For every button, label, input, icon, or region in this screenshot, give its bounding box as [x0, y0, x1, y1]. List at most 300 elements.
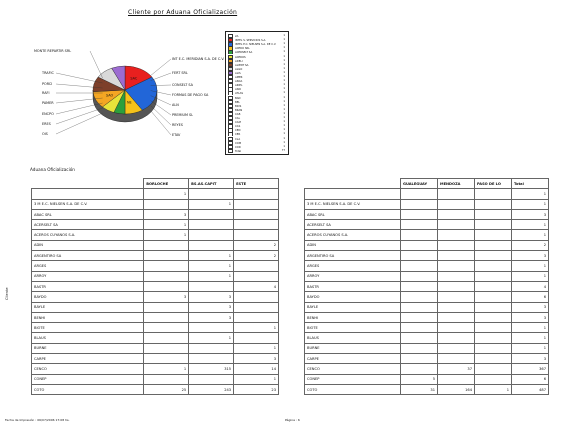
table-cell: 14: [234, 364, 279, 374]
table-cell: [144, 302, 189, 312]
table-row: [32, 220, 279, 230]
table-cell: [189, 354, 234, 364]
row-label: CONEP: [32, 374, 144, 384]
legend-value: 1: [283, 103, 285, 107]
table-row: [305, 251, 549, 261]
table-cell: [438, 323, 475, 333]
row-label: ABAC SRL: [305, 209, 401, 219]
row-label: ARROY: [305, 271, 401, 281]
legend-label: ALIS: [235, 72, 241, 75]
row-label: BLAUS: [305, 333, 401, 343]
pie-outer-label-right: FERT SRL: [172, 71, 188, 75]
table-cell: [234, 189, 279, 199]
row-label: ARGENTIRO SA: [305, 251, 401, 261]
table-cell: 1: [512, 333, 549, 343]
table-cell: [401, 230, 438, 240]
table-cell: [144, 374, 189, 384]
table-cell: [189, 343, 234, 353]
table-cell: 1: [144, 364, 189, 374]
table-cell: 1: [512, 323, 549, 333]
table-cell: [438, 374, 475, 384]
row-label: COTO: [305, 384, 401, 394]
table-cell: [475, 354, 512, 364]
table-row: [32, 240, 279, 250]
table-cell: 1: [189, 261, 234, 271]
table-cell: [438, 271, 475, 281]
legend-label: BIOS: [235, 104, 242, 108]
table-cell: [475, 343, 512, 353]
legend-label: ANCA: [235, 80, 243, 84]
table-cell: [401, 292, 438, 302]
table-cell: [475, 261, 512, 271]
legend-label: INTEL E.C. NIELSEN S.A. DE C.V.: [235, 43, 277, 47]
pie-outer-label-right: FORMAS DE PAGO SA: [172, 93, 209, 97]
table-cell: 3: [512, 354, 549, 364]
row-label: BENHI: [32, 312, 144, 322]
pie-outer-label: TRAFIC: [42, 71, 54, 75]
legend-label: Total: [235, 150, 242, 153]
table-cell: 3: [189, 292, 234, 302]
table-cell: [475, 364, 512, 374]
row-label: ARGES: [305, 261, 401, 271]
table-cell: [401, 302, 438, 312]
pie-outer-label-right: CONSELT SA: [172, 83, 193, 87]
pie-slice-label: SAC: [130, 76, 138, 81]
legend-value: 1: [283, 34, 285, 37]
legend-label: ASIR: [235, 88, 241, 92]
table-cell: [144, 354, 189, 364]
table-cell: [475, 312, 512, 322]
table-cell: [475, 323, 512, 333]
table-cell: 6: [512, 374, 549, 384]
table-cell: [401, 220, 438, 230]
row-label: BASTR: [305, 281, 401, 291]
table-cell: [475, 199, 512, 209]
chart-legend: [225, 31, 289, 155]
table-cell: [234, 333, 279, 343]
table-header-row: [305, 179, 549, 189]
row-label: BIOTE: [305, 323, 401, 333]
table-cell: [401, 251, 438, 261]
table-cell: 3: [512, 209, 549, 219]
legend-label: ATLAS: [235, 92, 244, 96]
table-cell: [144, 271, 189, 281]
row-label: 3 M E.C. NIELSEN S.A. DE C.V.: [32, 199, 144, 209]
table-cell: [401, 343, 438, 353]
table-cell: 487: [512, 384, 549, 394]
table-cell: [401, 364, 438, 374]
table-row: [32, 271, 279, 281]
table-cell: 1: [512, 189, 549, 199]
y-axis-label: Cliente: [5, 287, 9, 300]
table-cell: [234, 199, 279, 209]
legend-label: CLA: [235, 137, 241, 141]
table-cell: [438, 220, 475, 230]
row-label: BAYDO: [305, 292, 401, 302]
table-cell: [475, 374, 512, 384]
leader-line: [151, 106, 171, 125]
row-label: ADIN: [305, 240, 401, 250]
legend-value: 1: [283, 79, 285, 83]
table-row: [32, 292, 279, 302]
legend-label: BRAN: [235, 109, 243, 112]
table-row: [305, 343, 549, 353]
table-cell: 23: [234, 384, 279, 394]
legend-value: 1: [283, 140, 285, 144]
legend-value: 1: [283, 62, 285, 66]
row-label: ABAC SRL: [32, 209, 144, 219]
legend-value: 1: [283, 128, 285, 132]
row-label: BAYDO: [32, 292, 144, 302]
table-row: [32, 333, 279, 343]
table-row: [32, 281, 279, 291]
row-label: BLAUS: [32, 333, 144, 343]
legend-label: ADELI: [235, 59, 243, 63]
legend-value: 1: [283, 75, 285, 78]
row-label: CARPE: [32, 354, 144, 364]
row-label: CONEP: [305, 374, 401, 384]
table-cell: [144, 261, 189, 271]
column-header: BS.AS.CAPIT: [189, 179, 234, 189]
table-cell: [234, 230, 279, 240]
table-row: [305, 384, 549, 394]
row-label: CARPE: [305, 354, 401, 364]
legend-label: COR: [235, 145, 241, 149]
table-cell: [438, 261, 475, 271]
table-cell: 4: [512, 281, 549, 291]
table-row: [305, 364, 549, 374]
column-header: Total: [512, 179, 549, 189]
table-cell: 1: [512, 220, 549, 230]
pie-outer-label: PAMER: [42, 101, 54, 105]
table-cell: [401, 240, 438, 250]
table-cell: [144, 240, 189, 250]
row-label: BURNE: [305, 343, 401, 353]
legend-value: 1: [283, 38, 285, 42]
table-row: [32, 251, 279, 261]
pie-outer-label: OIS: [42, 132, 48, 136]
table-cell: [401, 271, 438, 281]
table-row: [305, 281, 549, 291]
section-title: Aduana Oficialización: [30, 167, 75, 172]
table-cell: 2: [512, 240, 549, 250]
table-row: [305, 333, 549, 343]
pie-slice-label: NE: [126, 100, 132, 105]
table-row: [305, 312, 549, 322]
table-row: [305, 199, 549, 209]
table-row: [32, 343, 279, 353]
table-cell: [189, 240, 234, 250]
table-cell: [438, 199, 475, 209]
table-cell: 31: [401, 384, 438, 394]
legend-label: CAL: [235, 117, 241, 120]
table-cell: [401, 281, 438, 291]
legend-label: ACEROS: [235, 55, 246, 59]
table-cell: 2: [234, 240, 279, 250]
legend-label: CAS: [235, 125, 241, 129]
legend-value: 1: [283, 111, 285, 115]
leader-line: [151, 111, 171, 135]
legend-label: ARIEL: [235, 84, 243, 88]
table-cell: [475, 292, 512, 302]
row-label: ACEROS CUYANOS S.A.: [305, 230, 401, 240]
pie-outer-label: PORCI: [42, 82, 53, 86]
table-cell: [189, 230, 234, 240]
table-cell: 1: [189, 271, 234, 281]
table-cell: 1: [512, 230, 549, 240]
row-label: ACERSELT SA: [32, 220, 144, 230]
row-label: BIOTE: [32, 323, 144, 333]
legend-label: CER: [235, 133, 241, 137]
table-cell: 25: [144, 384, 189, 394]
legend-value: 1: [283, 91, 285, 95]
table-cell: 1: [189, 333, 234, 343]
table-row: [305, 189, 549, 199]
table-cell: [189, 374, 234, 384]
row-label: ADIN: [32, 240, 144, 250]
table-cell: [234, 261, 279, 271]
row-label: [305, 189, 401, 199]
row-label: CENCO: [32, 364, 144, 374]
pie-outer-label: RAFI: [42, 91, 50, 95]
table-row: [305, 292, 549, 302]
table-cell: 1: [234, 343, 279, 353]
table-row: [305, 271, 549, 281]
table-cell: 3: [144, 209, 189, 219]
legend-swatch: [228, 149, 233, 153]
table-cell: [234, 209, 279, 219]
row-label: BENHI: [305, 312, 401, 322]
row-label: ACERSELT SA: [305, 220, 401, 230]
legend-value: 1: [283, 66, 285, 70]
table-cell: 1: [234, 323, 279, 333]
table-row: [32, 230, 279, 240]
table-cell: [144, 281, 189, 291]
table-cell: 37: [438, 364, 475, 374]
legend-value: 1: [283, 144, 285, 148]
table-cell: [144, 333, 189, 343]
leader-line: [56, 73, 103, 83]
pie-chart-svg: [30, 28, 230, 148]
legend-value: 1: [283, 42, 285, 46]
table-cell: 1: [144, 189, 189, 199]
table-cell: [401, 312, 438, 322]
table-cell: [438, 343, 475, 353]
table-row: [305, 220, 549, 230]
pie-outer-label: ENCPO: [42, 112, 54, 116]
table-cell: 164: [438, 384, 475, 394]
table-cell: [189, 220, 234, 230]
table-cell: 3: [189, 312, 234, 322]
table-cell: 1: [144, 230, 189, 240]
legend-value: 77: [281, 148, 285, 152]
table-cell: 1: [144, 220, 189, 230]
legend-label: BAN: [235, 96, 241, 100]
footer-print-date: Fecha de Impresión : 06/07/2006 17:08 hs.: [5, 418, 70, 422]
legend-value: 1: [283, 50, 285, 54]
table-cell: [401, 333, 438, 343]
table-cell: 367: [512, 364, 549, 374]
legend-value: 1: [283, 70, 285, 74]
table-row: [305, 354, 549, 364]
legend-label: ALIENT SA: [235, 63, 249, 67]
legend-label: ACERSELT SA: [235, 51, 253, 55]
table-cell: 1: [475, 384, 512, 394]
table-cell: [438, 312, 475, 322]
row-label: BASTR: [32, 281, 144, 291]
table-cell: 1: [189, 251, 234, 261]
table-cell: [144, 199, 189, 209]
table-cell: [438, 281, 475, 291]
row-label: BAYLE: [305, 302, 401, 312]
legend-value: 1: [283, 54, 285, 58]
table-cell: [189, 209, 234, 219]
legend-value: 1: [283, 124, 285, 128]
row-label: ARROY: [32, 271, 144, 281]
table-cell: 315: [189, 364, 234, 374]
table-cell: [475, 209, 512, 219]
table-cell: [401, 354, 438, 364]
header-blank-cell: [305, 179, 401, 189]
table-cell: 1: [512, 261, 549, 271]
row-label: ARGENTIRO SA: [32, 251, 144, 261]
table-row: [305, 302, 549, 312]
legend-label: CAB: [235, 113, 241, 116]
table-row: [32, 261, 279, 271]
table-row: [32, 302, 279, 312]
row-label: 3 M E.C. NIELSEN S.A. DE C.V.: [305, 199, 401, 209]
table-cell: [475, 333, 512, 343]
table-cell: [438, 302, 475, 312]
legend-label: CEN: [235, 129, 241, 133]
table-cell: 1: [512, 199, 549, 209]
row-label: CENCO: [305, 364, 401, 374]
table-cell: [189, 189, 234, 199]
table-cell: [475, 302, 512, 312]
legend-label: COM: [235, 141, 242, 145]
table-cell: [401, 209, 438, 219]
pie-slice-label: SAO: [105, 93, 114, 98]
row-label: BURNE: [32, 343, 144, 353]
legend-label: INTEL S. SERVICIOS S.A.: [235, 39, 267, 43]
table-row: [32, 323, 279, 333]
table-row: [32, 354, 279, 364]
leader-line: [56, 103, 103, 114]
table-row: [305, 374, 549, 384]
pie-outer-label-right: INT E.C. MERIDIAN S.A. DE C.V.: [172, 57, 225, 61]
table-row: [32, 209, 279, 219]
table-cell: 1: [189, 199, 234, 209]
column-header: ESTE: [234, 179, 279, 189]
table-row: [305, 230, 549, 240]
row-label: ARGES: [32, 261, 144, 271]
column-header: BORLOCHE: [144, 179, 189, 189]
table-cell: [438, 240, 475, 250]
legend-label: ACERO SRL: [235, 47, 250, 51]
row-label: COTO: [32, 384, 144, 394]
legend-value: 1: [283, 99, 285, 103]
table-cell: 6: [512, 292, 549, 302]
table-cell: [234, 312, 279, 322]
table-cell: [189, 323, 234, 333]
legend-value: 1: [283, 116, 285, 119]
table-cell: [234, 271, 279, 281]
pie-outer-label-right: ETAV: [172, 133, 181, 137]
pie-outer-label-right: REYES: [172, 123, 183, 127]
legend-label: CAM: [235, 121, 241, 125]
table-cell: [475, 281, 512, 291]
table-cell: 2: [234, 251, 279, 261]
legend-label: AMER: [235, 76, 243, 79]
table-cell: [475, 271, 512, 281]
table-cell: 3: [512, 251, 549, 261]
legend-value: 1: [283, 87, 285, 91]
pie-outer-label-right: PREMIUM SL: [172, 113, 193, 117]
column-header: PASO DE LO: [475, 179, 512, 189]
column-header: MENDOZA: [438, 179, 475, 189]
table-cell: [144, 343, 189, 353]
row-label: ACEROS CUYANOS S.A.: [32, 230, 144, 240]
table-cell: [475, 189, 512, 199]
pie-outer-label-right: ALN: [172, 103, 179, 107]
table-row: [32, 374, 279, 384]
table-cell: [475, 230, 512, 240]
report-title: Cliente por Aduana Oficialización: [128, 9, 238, 16]
pie-outer-label: MONTE REPARTIR SRL: [34, 49, 72, 53]
table-cell: [475, 251, 512, 261]
table-row: [32, 384, 279, 394]
legend-value: 1: [283, 46, 285, 50]
table-cell: [189, 281, 234, 291]
legend-value: 1: [283, 136, 285, 140]
table-cell: [438, 354, 475, 364]
table-row: [305, 323, 549, 333]
table-row: [305, 261, 549, 271]
table-cell: 243: [189, 384, 234, 394]
table-cell: 1: [512, 343, 549, 353]
table-cell: [234, 292, 279, 302]
table-cell: [475, 240, 512, 250]
legend-value: 1: [283, 132, 285, 136]
table-cell: [438, 189, 475, 199]
table-cell: 4: [234, 281, 279, 291]
table-cell: [438, 251, 475, 261]
table-cell: [401, 189, 438, 199]
pie-outer-label: ERES: [42, 122, 51, 126]
table-cell: [234, 220, 279, 230]
left-data-table: [31, 178, 279, 395]
pie-chart: [30, 28, 230, 148]
leader-line: [151, 59, 171, 76]
table-cell: [401, 261, 438, 271]
legend-entry: [228, 149, 286, 153]
row-label: BAYLE: [32, 302, 144, 312]
table-row: [32, 189, 279, 199]
table-cell: [144, 251, 189, 261]
table-cell: [144, 323, 189, 333]
table-cell: [438, 292, 475, 302]
table-cell: 3: [189, 302, 234, 312]
legend-value: 1: [283, 120, 285, 124]
table-cell: 1: [512, 271, 549, 281]
table-cell: 3: [512, 302, 549, 312]
row-label: [32, 189, 144, 199]
table-cell: [144, 312, 189, 322]
legend-value: 1: [283, 95, 285, 99]
right-data-table: [304, 178, 549, 395]
table-header-row: [32, 179, 279, 189]
column-header: GUALEGUAY: [401, 179, 438, 189]
